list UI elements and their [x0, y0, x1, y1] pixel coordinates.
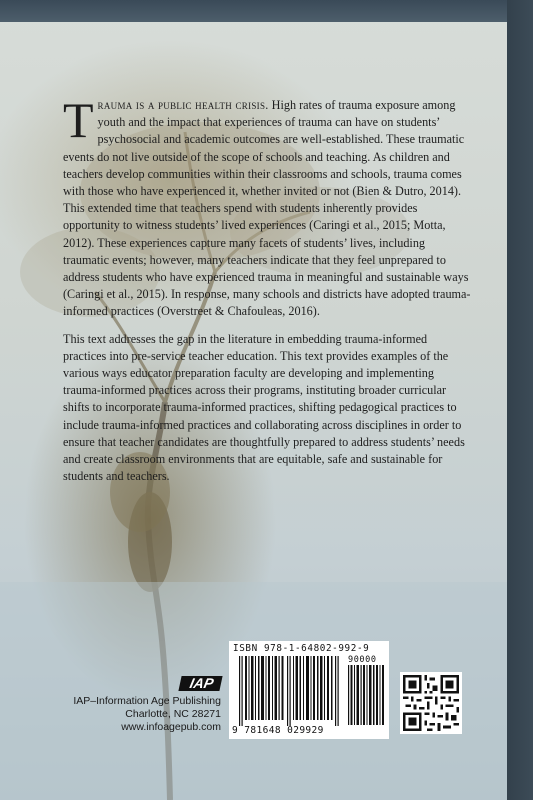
price-code: 90000 [348, 655, 377, 665]
qr-code [400, 672, 462, 734]
isbn-label: ISBN 978-1-64802-992-9 [233, 643, 370, 654]
lead-in: rauma is a public health crisis. [97, 98, 269, 112]
publisher-block [66, 676, 221, 734]
iap-logo: IAP [178, 676, 223, 691]
isbn-barcode [229, 641, 389, 739]
description-paragraph-2: This text addresses the gap in the literature in embedding trauma-informed practices into pre-service teacher education. This text provides examples of the various ways educator preparation faculty are developing and implementing trauma-informed practices across their programs, instituting broader curricular shifts to incorporate trauma-informed practices, shifting pedagogical practices to include trauma-informed practices and collaborating across disciplines in order to ensure that teacher candidates are thoughtfully prepared to address students’ needs and create classroom environments that are equitable, safe and sustainable for students and teachers. [63, 331, 465, 484]
drop-cap: T [63, 92, 94, 148]
top-band [0, 0, 533, 22]
publisher-city: Charlotte, NC 28271 [125, 708, 221, 720]
description-paragraph-1 [63, 92, 473, 321]
publisher-website: www.infoagepub.com [121, 721, 221, 733]
ean-bars [237, 656, 343, 726]
price-addon-bars [347, 665, 385, 725]
right-band [507, 0, 533, 800]
publisher-name: IAP–Information Age Publishing [73, 695, 221, 707]
ean-digits: 9 781648 029929 [232, 725, 324, 736]
paragraph-1-body: High rates of trauma exposure among youth and the impact that experiences of trauma can have on students’ psychosocial and academic outcomes are well-established. These traumatic events do not live outside of the scope of schools and teaching. As children and teachers develop communities within their classrooms and schools, trauma comes with those who have experienced it, whether invited or not (Bien & Dutro, 2014). This extended time that teachers spend with students inherently provides opportunity to witness students’ lived experiences (Caringi et al., 2015; Motta, 2012). These experiences capture many facets of students’ lives, including traumatic events; however, many teachers indicate that they feel unprepared to address students who have experienced trauma in meaningful and sustainable ways (Caringi et al., 2015). In response, many schools and districts have adopted trauma-informed practices (Overstreet & Chafouleas, 2016). [63, 98, 471, 319]
description-text [63, 92, 473, 495]
qr-code-icon [403, 675, 459, 731]
